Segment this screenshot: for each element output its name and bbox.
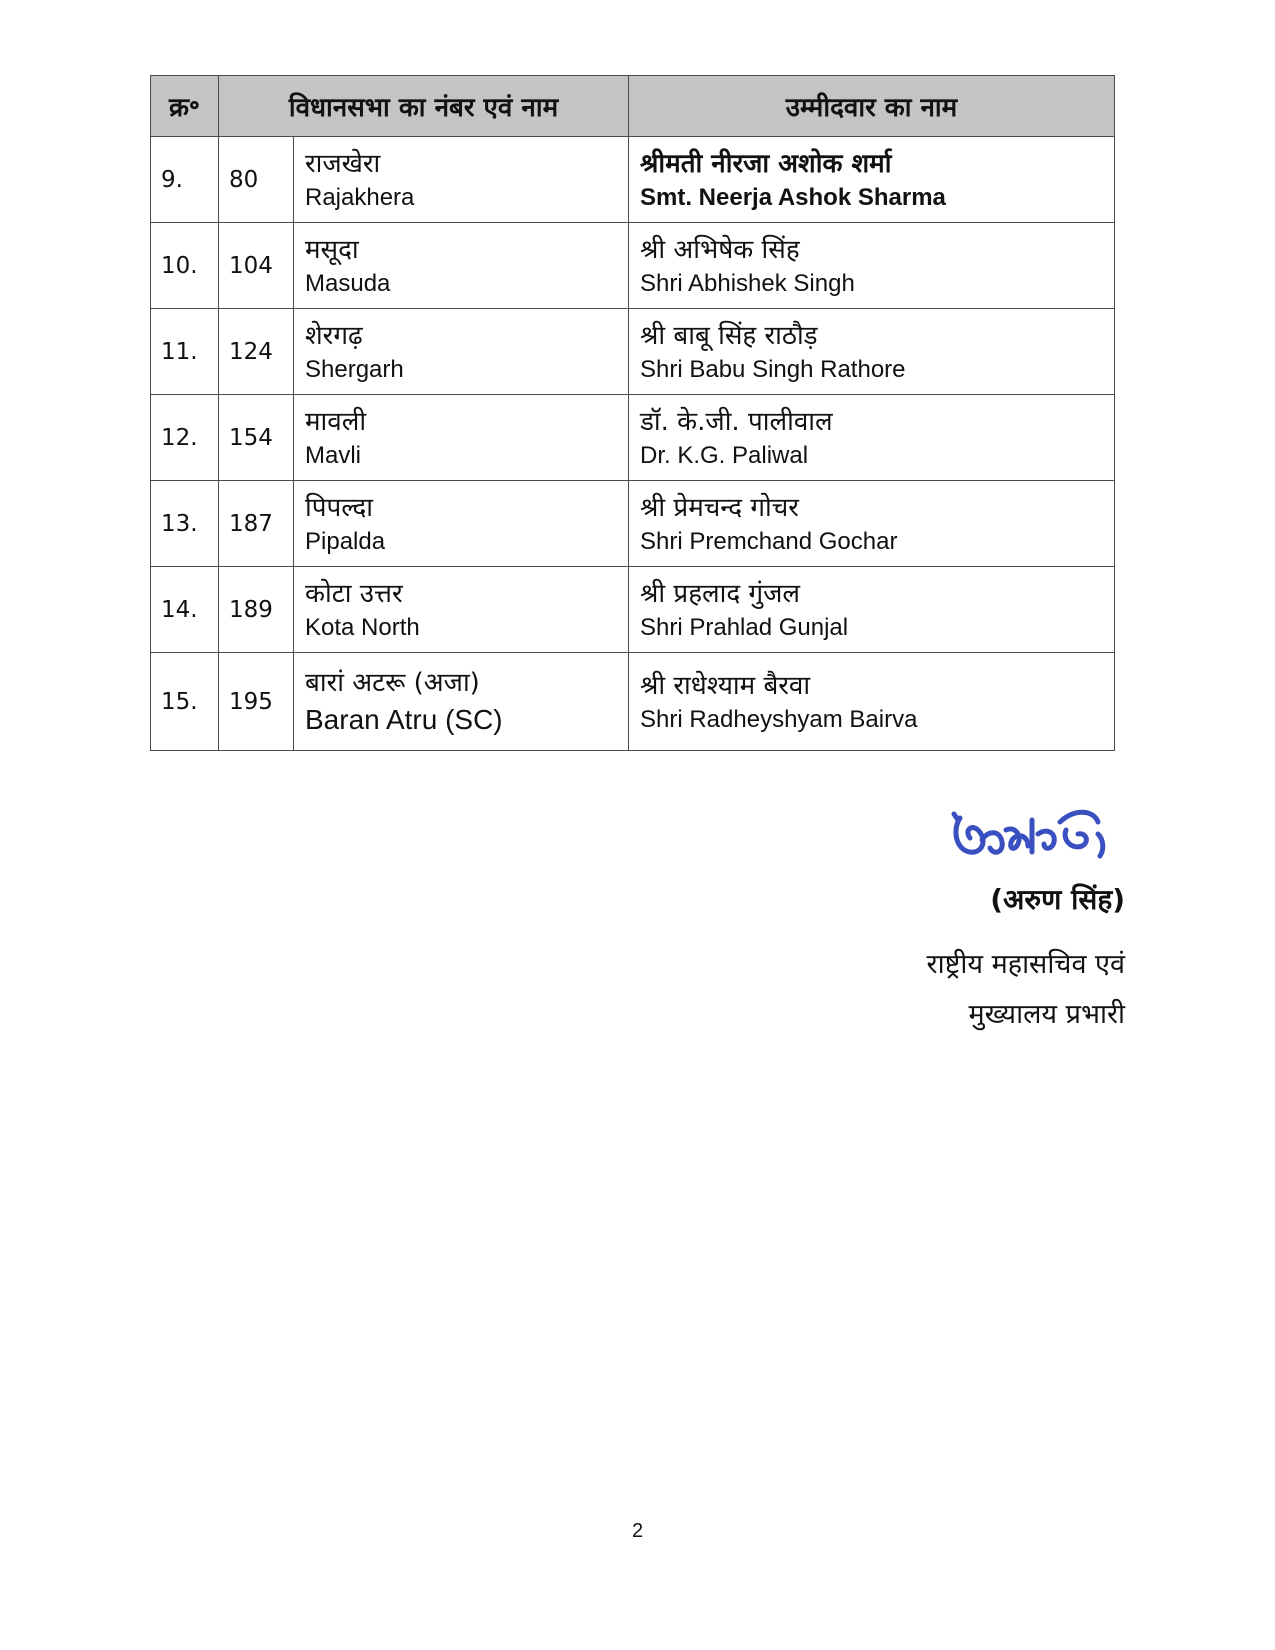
constituency-name-hindi: कोटा उत्तर — [305, 578, 403, 609]
constituency-number: 187 — [219, 481, 294, 567]
constituency-name-hindi: मसूदा — [305, 234, 359, 265]
candidate-name-hindi: श्री अभिषेक सिंह — [640, 234, 800, 265]
constituency-name — [294, 567, 629, 653]
constituency-name — [294, 481, 629, 567]
constituency-name-hindi: मावली — [305, 406, 367, 437]
candidate-name-english: Dr. K.G. Paliwal — [640, 441, 809, 469]
constituency-name-english: Baran Atru (SC) — [305, 703, 503, 735]
constituency-name-english: Pipalda — [305, 527, 386, 555]
candidate-name-english: Shri Abhishek Singh — [640, 269, 855, 297]
constituency-name — [294, 137, 629, 223]
table-row — [151, 137, 1115, 223]
constituency-name-hindi: राजखेरा — [305, 148, 381, 179]
constituency-number: 80 — [219, 137, 294, 223]
constituency-name — [294, 395, 629, 481]
constituency-number: 189 — [219, 567, 294, 653]
candidate-name-english: Shri Babu Singh Rathore — [640, 355, 906, 383]
candidate-name — [629, 567, 1115, 653]
table-row — [151, 653, 1115, 751]
constituency-number: 104 — [219, 223, 294, 309]
constituency-name — [294, 223, 629, 309]
serial-number: 13. — [151, 481, 219, 567]
header-candidate: उम्मीदवार का नाम — [629, 76, 1115, 137]
constituency-name-english: Kota North — [305, 613, 420, 641]
constituency-name-english: Mavli — [305, 441, 362, 469]
constituency-name-hindi: शेरगढ़ — [305, 320, 363, 351]
designation-line-2: मुख्यालय प्रभारी — [968, 999, 1125, 1030]
signature-image — [948, 800, 1118, 875]
candidate-name-hindi: श्री राधेश्याम बैरवा — [640, 670, 811, 701]
table-row — [151, 567, 1115, 653]
serial-number: 10. — [151, 223, 219, 309]
candidate-name-english: Shri Premchand Gochar — [640, 527, 898, 555]
candidate-name-hindi: श्री बाबू सिंह राठौड़ — [640, 320, 818, 351]
table-row — [151, 309, 1115, 395]
header-serial: क्र॰ — [151, 76, 219, 137]
candidate-name — [629, 481, 1115, 567]
serial-number: 14. — [151, 567, 219, 653]
serial-number: 12. — [151, 395, 219, 481]
candidate-name — [629, 395, 1115, 481]
candidate-name — [629, 309, 1115, 395]
serial-number: 15. — [151, 653, 219, 751]
table-row — [151, 395, 1115, 481]
candidate-name — [629, 223, 1115, 309]
candidate-name-hindi: डॉ. के.जी. पालीवाल — [640, 406, 833, 437]
constituency-name-english: Shergarh — [305, 355, 404, 383]
constituency-number: 124 — [219, 309, 294, 395]
constituency-number: 195 — [219, 653, 294, 751]
signatory-designation — [927, 940, 1125, 1040]
candidate-name — [629, 653, 1115, 751]
constituency-name-english: Masuda — [305, 269, 391, 297]
constituency-name-hindi: बारां अटरू (अजा) — [305, 667, 480, 698]
candidate-name-hindi: श्रीमती नीरजा अशोक शर्मा — [640, 148, 892, 179]
table-header-row — [151, 76, 1115, 137]
constituency-name — [294, 653, 629, 751]
serial-number: 9. — [151, 137, 219, 223]
candidate-name — [629, 137, 1115, 223]
constituency-number: 154 — [219, 395, 294, 481]
header-constituency: विधानसभा का नंबर एवं नाम — [219, 76, 629, 137]
signatory-name: (अरुण सिंह) — [990, 883, 1125, 916]
candidate-name-english: Smt. Neerja Ashok Sharma — [640, 183, 946, 211]
candidate-name-hindi: श्री प्रेमचन्द गोचर — [640, 492, 799, 523]
page-number: 2 — [631, 1520, 644, 1542]
constituency-name — [294, 309, 629, 395]
candidate-name-english: Shri Prahlad Gunjal — [640, 613, 849, 641]
constituency-name-english: Rajakhera — [305, 183, 415, 211]
table-row — [151, 481, 1115, 567]
serial-number: 11. — [151, 309, 219, 395]
constituency-name-hindi: पिपल्दा — [305, 492, 374, 523]
candidate-name-english: Shri Radheyshyam Bairva — [640, 705, 918, 733]
candidates-table — [150, 75, 1115, 751]
designation-line-1: राष्ट्रीय महासचिव एवं — [926, 949, 1125, 980]
candidate-name-hindi: श्री प्रहलाद गुंजल — [640, 578, 800, 609]
table-row — [151, 223, 1115, 309]
